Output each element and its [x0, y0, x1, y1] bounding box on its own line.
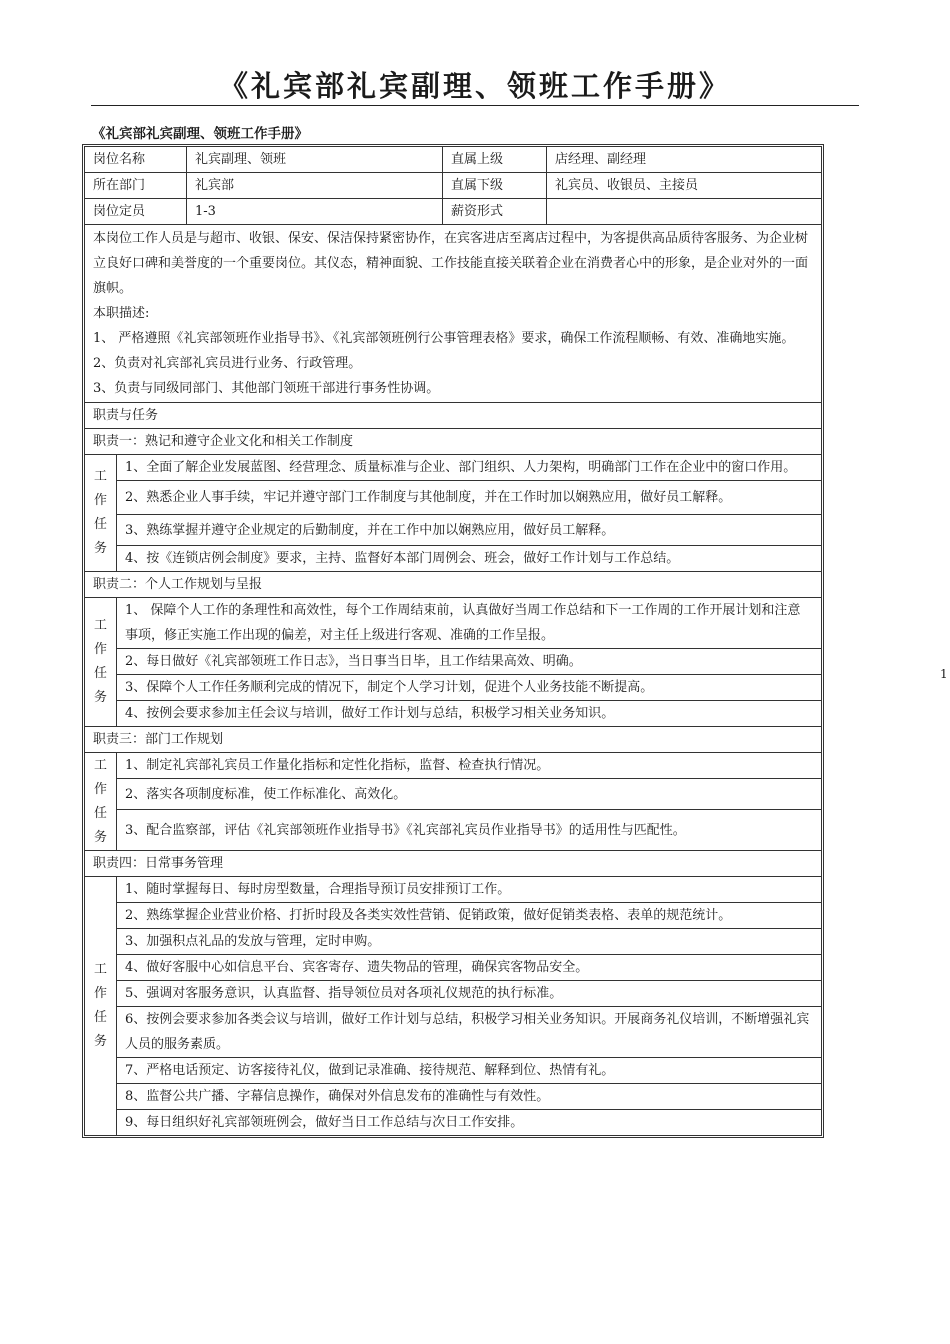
task-row: [85, 877, 822, 903]
task-row: [85, 903, 822, 929]
duties-heading: 职责与任务: [85, 403, 822, 429]
task-item: 4、按例会要求参加主任会议与培训，做好工作计划与总结，积极学习相关业务知识。: [117, 701, 822, 727]
task-item: 2、每日做好《礼宾部领班工作日志》，当日事当日毕，且工作结果高效、明确。: [117, 649, 822, 675]
work-task-label: 工 作 任 务: [85, 753, 117, 851]
intro-row: [85, 225, 822, 403]
duty-title: 职责二：个人工作规划与呈报: [85, 572, 822, 598]
task-row: [85, 598, 822, 649]
intro-cell: [85, 225, 822, 403]
duty-title-row: [85, 851, 822, 877]
duty-title-row: [85, 727, 822, 753]
work-task-label: 工 作 任 务: [85, 598, 117, 727]
task-row: [85, 1110, 822, 1136]
description-item: 1、 严格遵照《礼宾部领班作业指导书》、《礼宾部领班例行公事管理表格》要求，确保工作流程顺畅、有效、准确地实施。: [93, 331, 795, 346]
salary-label: 薪资形式: [443, 199, 547, 225]
subordinate-value: 礼宾员、收银员、主接员: [547, 173, 822, 199]
task-item: 3、加强积点礼品的发放与管理，定时申购。: [117, 929, 822, 955]
task-row: [85, 929, 822, 955]
document-subtitle: 《礼宾部礼宾副理、领班工作手册》: [92, 126, 308, 142]
task-row: [85, 649, 822, 675]
task-row: [85, 675, 822, 701]
task-item: 6、按例会要求参加各类会议与培训，做好工作计划与总结，积极学习相关业务知识。开展商务礼仪培训，不断增强礼宾人员的服务素质。: [117, 1007, 822, 1058]
task-item: 3、配合监察部，评估《礼宾部领班作业指导书》《礼宾部礼宾员作业指导书》的适用性与匹配性。: [117, 810, 822, 851]
task-row: [85, 981, 822, 1007]
info-row-department: [85, 173, 822, 199]
task-row: [85, 810, 822, 851]
work-task-label: 工 作 任 务: [85, 877, 117, 1136]
task-row: [85, 701, 822, 727]
task-row: [85, 546, 822, 572]
info-row-position: [85, 147, 822, 173]
department-value: 礼宾部: [187, 173, 443, 199]
duty-title: 职责四：日常事务管理: [85, 851, 822, 877]
task-row: [85, 1084, 822, 1110]
task-item: 2、落实各项制度标准，使工作标准化、高效化。: [117, 779, 822, 810]
position-label: 岗位名称: [85, 147, 187, 173]
task-item: 1、随时掌握每日、每时房型数量，合理指导预订员安排预订工作。: [117, 877, 822, 903]
work-task-label: 工 作 任 务: [85, 455, 117, 572]
task-row: [85, 779, 822, 810]
task-item: 3、熟练掌握并遵守企业规定的后勤制度，并在工作中加以娴熟应用，做好员工解释。: [117, 515, 822, 546]
superior-value: 店经理、副经理: [547, 147, 822, 173]
duty-title-row: [85, 572, 822, 598]
task-row: [85, 481, 822, 515]
superior-label: 直属上级: [443, 147, 547, 173]
task-item: 1、 保障个人工作的条理性和高效性，每个工作周结束前，认真做好当周工作总结和下一工作周的工作开展计划和注意事项，修正实施工作出现的偏差，对主任上级进行客观、准确的工作呈报。: [117, 598, 822, 649]
task-item: 1、制定礼宾部礼宾员工作量化指标和定性化指标，监督、检查执行情况。: [117, 753, 822, 779]
task-row: [85, 1007, 822, 1058]
description-item: 2、负责对礼宾部礼宾员进行业务、行政管理。: [93, 356, 362, 371]
title-divider: [91, 105, 859, 106]
headcount-value: 1-3: [187, 199, 443, 225]
subordinate-label: 直属下级: [443, 173, 547, 199]
task-item: 7、严格电话预定、访客接待礼仪，做到记录准确、接待规范、解释到位、热情有礼。: [117, 1058, 822, 1084]
task-row: [85, 753, 822, 779]
task-row: [85, 1058, 822, 1084]
description-heading: 本职描述:: [93, 306, 150, 321]
intro-paragraph: 本岗位工作人员是与超市、收银、保安、保洁保持紧密协作，在宾客进店至离店过程中，为客提供高品质待客服务、为企业树立良好口碑和美誉度的一个重要岗位。其仪态，精神面貌、工作技能直接关联着企业在消费者心中的形象，是企业对外的一面旗帜。: [93, 231, 809, 296]
page-number: 1: [940, 667, 948, 681]
duty-title-row: [85, 429, 822, 455]
position-value: 礼宾副理、领班: [187, 147, 443, 173]
job-manual-table: [82, 144, 824, 1138]
duties-heading-row: [85, 403, 822, 429]
document-title: 《礼宾部礼宾副理、领班工作手册》: [218, 69, 731, 103]
task-item: 9、每日组织好礼宾部领班例会，做好当日工作总结与次日工作安排。: [117, 1110, 822, 1136]
duty-title: 职责一：熟记和遵守企业文化和相关工作制度: [85, 429, 822, 455]
headcount-label: 岗位定员: [85, 199, 187, 225]
task-item: 4、做好客服中心如信息平台、宾客寄存、遗失物品的管理，确保宾客物品安全。: [117, 955, 822, 981]
duty-title: 职责三：部门工作规划: [85, 727, 822, 753]
task-item: 1、全面了解企业发展蓝图、经营理念、质量标准与企业、部门组织、人力架构，明确部门工作在企业中的窗口作用。: [117, 455, 822, 481]
task-item: 5、强调对客服务意识，认真监督、指导领位员对各项礼仪规范的执行标准。: [117, 981, 822, 1007]
task-row: [85, 515, 822, 546]
task-item: 2、熟悉企业人事手续，牢记并遵守部门工作制度与其他制度，并在工作时加以娴熟应用，做好员工解释。: [117, 481, 822, 515]
task-row: [85, 955, 822, 981]
task-item: 2、熟练掌握企业营业价格、打折时段及各类实效性营销、促销政策，做好促销类表格、表单的规范统计。: [117, 903, 822, 929]
info-row-headcount: [85, 199, 822, 225]
department-label: 所在部门: [85, 173, 187, 199]
task-item: 8、监督公共广播、字幕信息操作，确保对外信息发布的准确性与有效性。: [117, 1084, 822, 1110]
description-item: 3、负责与同级同部门、其他部门领班干部进行事务性协调。: [93, 381, 440, 396]
task-item: 4、按《连锁店例会制度》要求，主持、监督好本部门周例会、班会，做好工作计划与工作总结。: [117, 546, 822, 572]
task-row: [85, 455, 822, 481]
salary-value: [547, 199, 822, 225]
task-item: 3、保障个人工作任务顺利完成的情况下，制定个人学习计划，促进个人业务技能不断提高。: [117, 675, 822, 701]
